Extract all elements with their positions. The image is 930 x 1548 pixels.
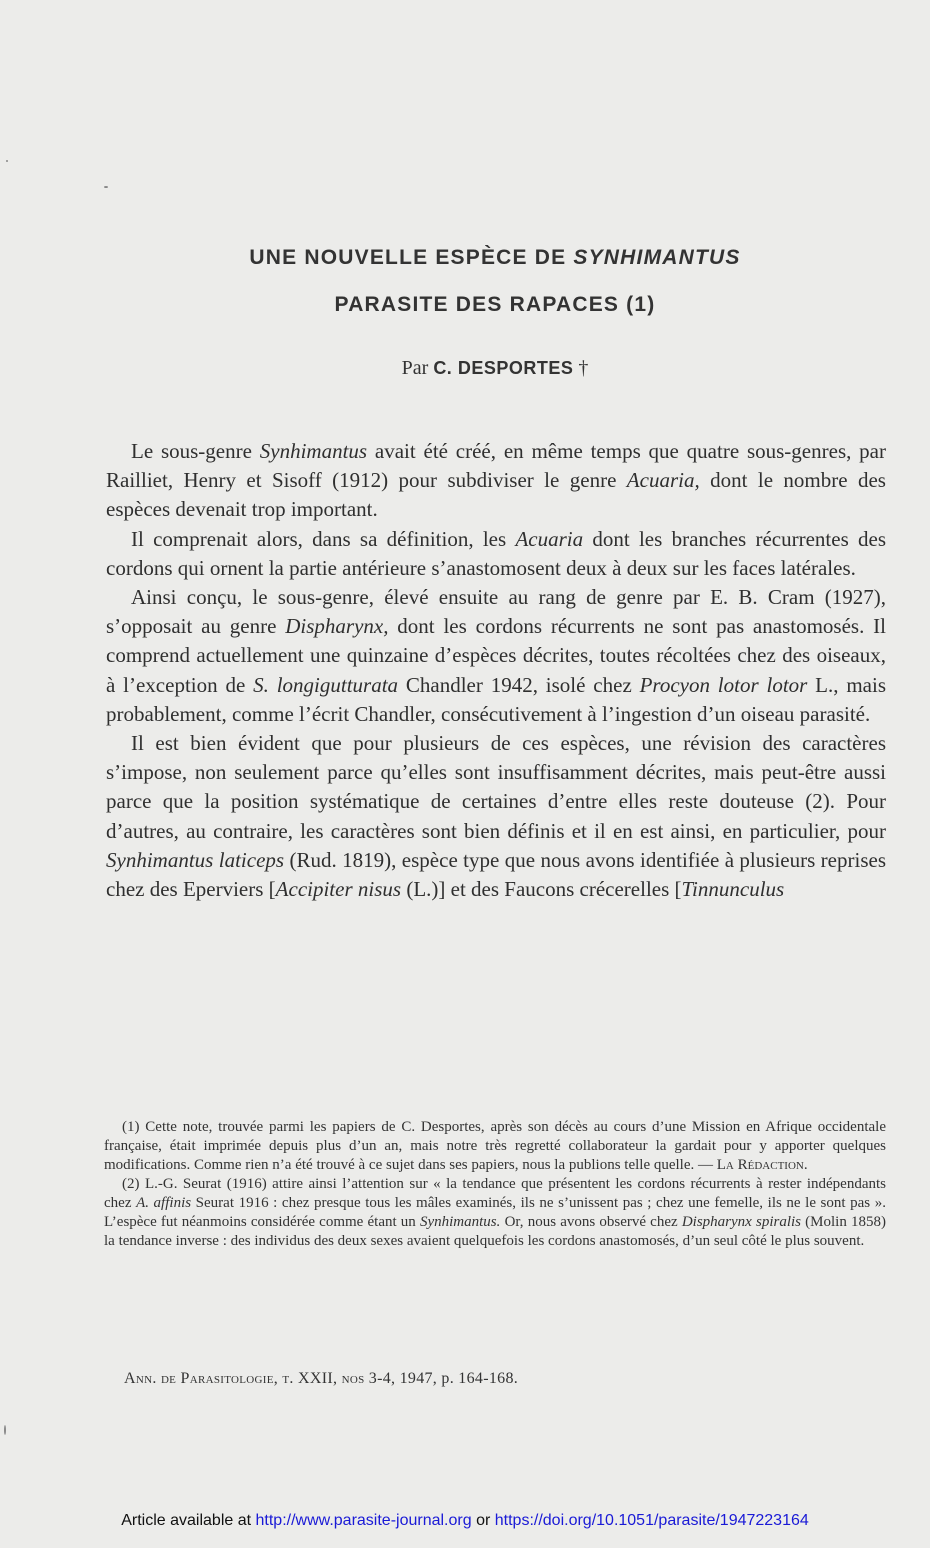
title-genus: SYNHIMANTUS [573,246,741,269]
footnote-1 [104,1118,886,1175]
small-caps-text: nos [341,1370,365,1387]
text-run: dont les branches récurrentes des cordons qui ornent la partie antérieure s’anastomosent deux à deux sur les faces latérales. [106,526,886,580]
author-name: C. DESPORTES [433,358,574,378]
paragraph [106,525,886,583]
text-run: , [273,1370,283,1387]
text-run: Il est bien évident que pour plusieurs de ces espèces, une révision des caractères s’impose, non seulement parce qu’elles sont insuffisamment décrites, mais peut-être aussi parce que la position systématique de certaines d’entre elles reste douteuse (2). Pour d’autres, au contraire, les caractères sont bien définis et il en est ainsi, en particulier, pour [106,731,886,843]
author-prefix: Par [401,357,434,379]
paragraph [106,437,886,525]
italic-term: Synhimantus. [419,1214,501,1230]
article-title-line1 [0,246,930,270]
italic-term: S. longigutturata [253,672,399,697]
text-run: Or, nous avons observé chez [500,1214,682,1230]
paragraph [106,729,886,904]
author-line [0,357,930,380]
footer-prefix: Article available at [121,1512,256,1529]
text-run: Chandler 1942, isolé chez [398,672,640,697]
text-run: dont les cordons récurrents ne sont pas anastomosés. Il comprend actuellement une quinzaine d’espèces décrites, toutes récoltées chez des oiseaux, à l’exception de [106,614,886,697]
italic-term: Synhimantus [259,439,368,463]
small-caps-text: La Rédaction. [716,1157,808,1173]
small-caps-text: Ann. de Parasitologie [124,1370,274,1387]
scan-speck [104,186,108,188]
italic-term: Procyon lotor lotor [639,672,808,697]
text-run: XXII, [293,1370,342,1387]
footer-or: or [471,1512,495,1529]
italic-term: Tinnunculus [681,877,785,902]
text-run: Il comprenait alors, dans sa définition, les [131,526,516,551]
italic-term: Dispharynx spiralis [681,1214,801,1230]
text-run: (Molin 1858) la tendance inverse : des individus des deux sexes avaient quelquefois les cordons anastomosés, d’un seul côté le plus souvent. [104,1214,886,1249]
doi-link[interactable]: https://doi.org/10.1051/parasite/1947223164 [494,1512,809,1529]
text-run: dont le nombre des espèces devenait trop important. [106,468,886,522]
footnotes [104,1118,886,1251]
italic-term: Accipiter nisus [275,877,402,902]
journal-link[interactable]: http://www.parasite-journal.org [255,1512,472,1529]
text-run: (1) Cette note, trouvée parmi les papiers de C. Desportes, après son décès au cours d’une Mission en Afrique occidentale française, était imprimée depuis plus d’un an, mais notre très regretté collaborateur la gardait pour y apporter quelques modifications. Comme rien n’a été trouvé à ce sujet dans ses papiers, nous la publions telle quelle. — [104,1119,886,1173]
italic-term: A. affinis [136,1195,192,1211]
text-run: (L.)] et des Faucons crécerelles [ [401,877,682,902]
scan-speck [4,1425,6,1435]
body-text [106,437,886,904]
text-run: L., mais probablement, comme l’écrit Chandler, consécutivement à l’ingestion d’un oiseau parasité. [106,672,886,726]
italic-term: Synhimantus laticeps [106,847,285,872]
italic-term: Acuaria [515,526,584,551]
scan-speck [6,160,8,162]
deceased-mark: † [573,357,589,379]
small-caps-text: t. [282,1370,294,1387]
paragraph [106,583,886,729]
italic-term: Dispharynx, [285,614,389,639]
journal-reference [124,1370,518,1388]
text-run: (2) L.-G. Seurat (1916) attire ainsi l’attention sur « la tendance que présentent les cordons récurrents à rester indépendants chez [104,1176,886,1211]
text-run: 3-4, 1947, p. 164-168. [364,1370,519,1387]
text-run: avait été créé, en même temps que quatre sous-genres, par Railliet, Henry et Sisoff (1912) pour subdiviser le genre [106,439,886,493]
footnote-2 [104,1175,886,1251]
text-run: (Rud. 1819), espèce type que nous avons identifiée à plusieurs reprises chez des Eperviers [ [106,847,886,902]
availability-footer [0,1512,930,1530]
article-title-line2: PARASITE DES RAPACES (1) [334,293,656,316]
text-run: Seurat 1916 : chez presque tous les mâles examinés, ils ne s’unissent pas ; chez une femelle, ils ne le sont pas ». L’espèce fut néanmoins considérée comme étant un [104,1195,886,1230]
text-run: Ainsi conçu, le sous-genre, élevé ensuite au rang de genre par E. B. Cram (1927), s’opposait au genre [106,585,886,639]
text-run: Le sous-genre [131,439,260,463]
title-text: UNE NOUVELLE ESPÈCE DE [249,246,574,269]
italic-term: Acuaria, [626,468,700,493]
